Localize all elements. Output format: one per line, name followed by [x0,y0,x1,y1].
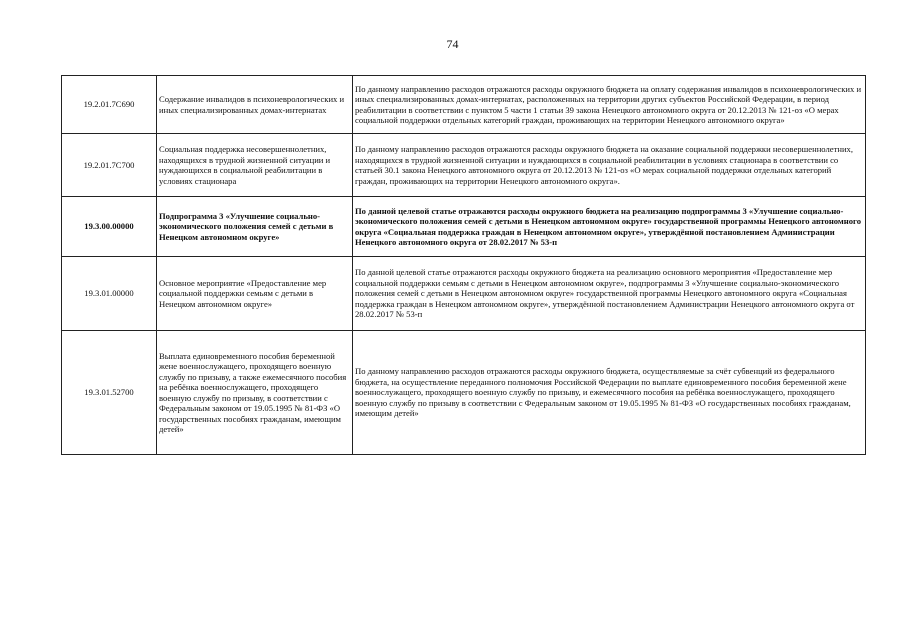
row-description: По данному направлению расходов отражаются расходы окружного бюджета на оказание социальной поддержки несовершеннолетних, находящихся в трудной жизненной ситуации и нуждающихся в социальной реабилитации в условиях стационара в соответствии со статьей 30.1 закона Ненецкого автономного округа от 20.12.2013 № 121-оз «О мерах социальной поддержки отдельных категорий граждан, проживающих на территории Ненецкого автономного округа». [353,134,866,197]
row-code: 19.3.01.52700 [62,331,157,455]
row-name: Основное мероприятие «Предоставление мер социальной поддержки семьям с детьми в Ненецком автономном округе» [157,257,353,331]
row-description: По данной целевой статье отражаются расходы окружного бюджета на реализацию подпрограммы 3 «Улучшение социально-экономического положения семей с детьми в Ненецком автономном округе» государственной программы Ненецкого автономного округа «Социальная поддержка граждан в Ненецком автономном округе», утверждённой постановлением Администрации Ненецкого автономного округа от 28.02.2017 № 53-п [353,197,866,257]
table-row [62,134,866,197]
page-number: 74 [446,37,459,51]
row-code: 19.2.01.7С690 [62,76,157,134]
row-code: 19.2.01.7С700 [62,134,157,197]
row-description: По данной целевой статье отражаются расходы окружного бюджета на реализацию основного мероприятия «Предоставление мер социальной поддержки семьям с детьми в Ненецком автономном округе», подпрограммы 3 «Улучшение социально-экономического положения семей с детьми в Ненецком автономном округе» государственной программы Ненецкого автономного округа «Социальная поддержка граждан в Ненецком автономном округе», утверждённой постановлением Администрации Ненецкого автономного округа от 28.02.2017 № 53-п [353,257,866,331]
table-row-subprogram [62,197,866,257]
row-code: 19.3.00.00000 [62,197,157,257]
row-name: Подпрограмма 3 «Улучшение социально-экономического положения семей с детьми в Ненецком автономном округе» [157,197,353,257]
row-code: 19.3.01.00000 [62,257,157,331]
row-description: По данному направлению расходов отражаются расходы окружного бюджета, осуществляемые за счёт субвенций из федерального бюджета, на осуществление переданного полномочия Российской Федерации по выплате единовременного пособия беременной жене военнослужащего, проходящего военную службу по призыву, и ежемесячного пособия на ребёнка военнослужащего, проходящего военную службу по призыву в соответствии с Федеральным законом от 19.05.1995 № 81-ФЗ «О государственных пособиях гражданам, имеющим детей» [353,331,866,455]
row-name: Содержание инвалидов в психоневрологических и иных специализированных домах-интернатах [157,76,353,134]
row-description: По данному направлению расходов отражаются расходы окружного бюджета на оплату содержания инвалидов в психоневрологических и иных специализированных домах-интернатах, расположенных на территории других субъектов Российской Федерации, в период реабилитации в соответствии с пунктом 5 части 1 статьи 39 закона Ненецкого автономного округа от 20.12.2013 № 121-оз «О мерах социальной поддержки отдельных категорий граждан, проживающих на территории Ненецкого автономного округа» [353,76,866,134]
row-name: Социальная поддержка несовершеннолетних, находящихся в трудной жизненной ситуации и нуждающихся в социальной реабилитации в условиях стационара [157,134,353,197]
row-name: Выплата единовременного пособия беременной жене военнослужащего, проходящего военную службу по призыву, а также ежемесячного пособия на ребёнка военнослужащего, проходящего военную службу по призыву, в соответствии с Федеральным законом от 19.05.1995 № 81-ФЗ «О государственных пособиях гражданам, имеющим детей» [157,331,353,455]
table-row [62,76,866,134]
table-row [62,257,866,331]
budget-classification-table [61,75,866,455]
table-row [62,331,866,455]
